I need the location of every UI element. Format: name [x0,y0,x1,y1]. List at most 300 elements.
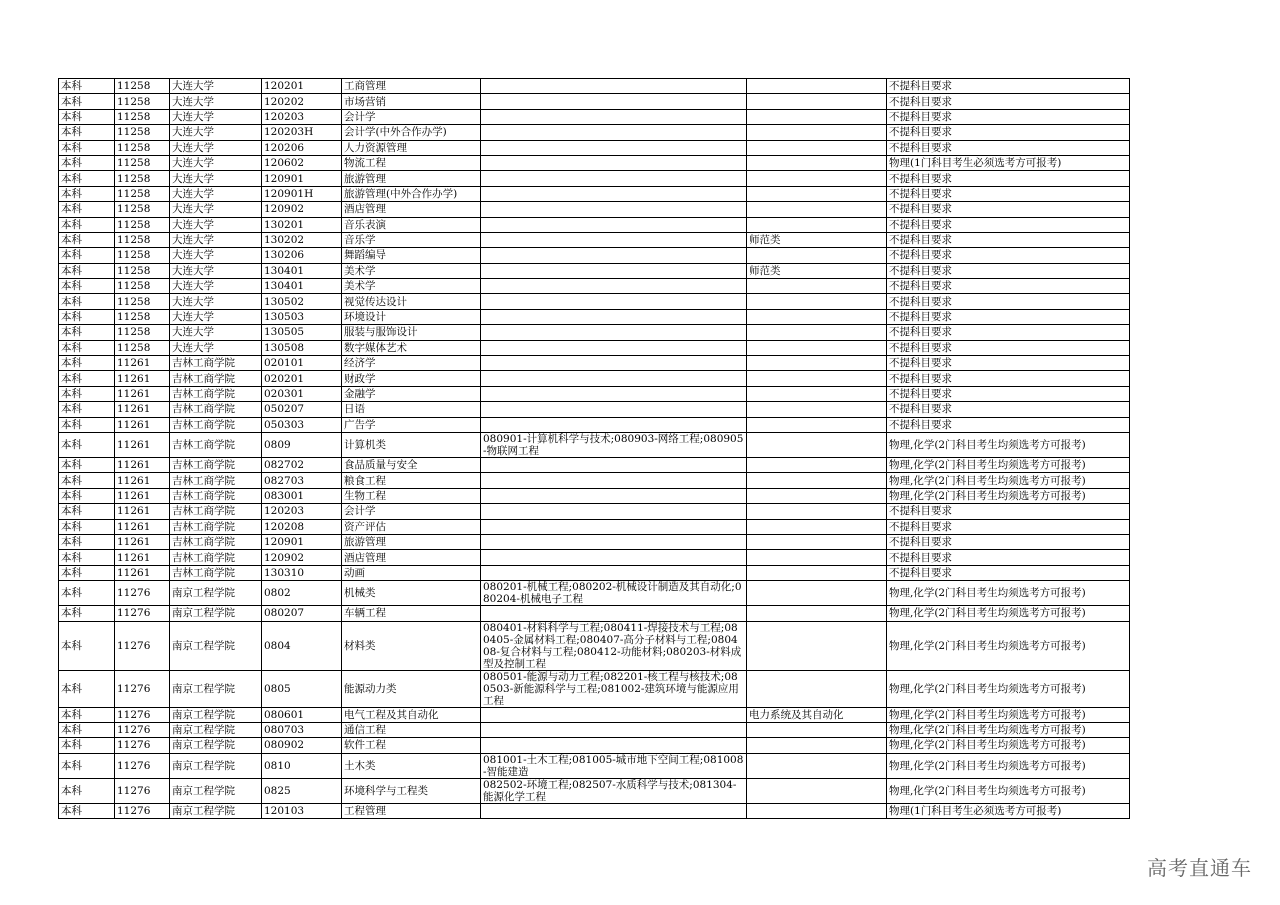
table-row [59,263,1130,278]
school-code-cell: 11261 [115,371,170,386]
subject-requirement-cell: 物理,化学(2门科目考生均须选考方可报考) [887,432,1130,457]
school-name-cell: 吉林工商学院 [170,432,262,457]
school-name-cell: 吉林工商学院 [170,565,262,580]
school-name-cell: 大连大学 [170,202,262,217]
school-name-cell: 吉林工商学院 [170,386,262,401]
school-code-cell: 11276 [115,738,170,753]
school-name-cell: 大连大学 [170,79,262,94]
included-majors-cell [481,155,747,170]
school-code-cell: 11258 [115,248,170,263]
school-code-cell: 11276 [115,707,170,722]
subject-requirement-cell: 不提科目要求 [887,140,1130,155]
major-name-cell: 动画 [342,565,481,580]
table-row [59,79,1130,94]
major-name-cell: 机械类 [342,581,481,606]
subject-requirement-cell: 不提科目要求 [887,94,1130,109]
subject-requirement-cell: 不提科目要求 [887,534,1130,549]
school-code-cell: 11258 [115,263,170,278]
subject-requirement-cell: 物理,化学(2门科目考生均须选考方可报考) [887,722,1130,737]
table-row [59,309,1130,324]
school-code-cell: 11258 [115,79,170,94]
school-name-cell: 南京工程学院 [170,707,262,722]
remark-cell [747,325,887,340]
remark-cell [747,778,887,803]
remark-cell [747,94,887,109]
included-majors-cell [481,140,747,155]
level-cell: 本科 [59,670,115,707]
major-code-cell: 080902 [262,738,342,753]
school-code-cell: 11276 [115,621,170,670]
remark-cell [747,202,887,217]
included-majors-cell [481,325,747,340]
major-name-cell: 市场营销 [342,94,481,109]
included-majors-cell: 080401-材料科学与工程;080411-焊接技术与工程;080405-金属材料工程;080407-高分子材料与工程;080408-复合材料与工程;080412-功能材料;080203-材料成型及控制工程 [481,621,747,670]
school-name-cell: 大连大学 [170,125,262,140]
major-code-cell: 120901 [262,534,342,549]
remark-cell [747,519,887,534]
remark-cell [747,565,887,580]
admission-table [58,78,1130,819]
school-name-cell: 大连大学 [170,94,262,109]
school-name-cell: 大连大学 [170,294,262,309]
included-majors-cell [481,504,747,519]
major-name-cell: 土木类 [342,753,481,778]
subject-requirement-cell: 不提科目要求 [887,386,1130,401]
major-name-cell: 广告学 [342,417,481,432]
major-code-cell: 120201 [262,79,342,94]
school-code-cell: 11258 [115,202,170,217]
table-row [59,457,1130,472]
major-name-cell: 电气工程及其自动化 [342,707,481,722]
included-majors-cell [481,340,747,355]
subject-requirement-cell: 物理,化学(2门科目考生均须选考方可报考) [887,621,1130,670]
major-code-cell: 0825 [262,778,342,803]
major-name-cell: 音乐学 [342,232,481,247]
major-name-cell: 生物工程 [342,488,481,503]
included-majors-cell [481,171,747,186]
level-cell: 本科 [59,606,115,621]
level-cell: 本科 [59,778,115,803]
remark-cell [747,738,887,753]
school-code-cell: 11261 [115,488,170,503]
major-code-cell: 120206 [262,140,342,155]
level-cell: 本科 [59,232,115,247]
remark-cell [747,753,887,778]
included-majors-cell [481,186,747,201]
remark-cell [747,294,887,309]
level-cell: 本科 [59,171,115,186]
level-cell: 本科 [59,371,115,386]
subject-requirement-cell: 不提科目要求 [887,356,1130,371]
major-code-cell: 120901 [262,171,342,186]
remark-cell [747,581,887,606]
remark-cell [747,279,887,294]
table-row [59,738,1130,753]
school-code-cell: 11258 [115,279,170,294]
table-row [59,94,1130,109]
remark-cell [747,79,887,94]
included-majors-cell [481,109,747,124]
subject-requirement-cell: 不提科目要求 [887,279,1130,294]
school-name-cell: 吉林工商学院 [170,356,262,371]
table-row [59,778,1130,803]
level-cell: 本科 [59,125,115,140]
included-majors-cell: 080901-计算机科学与技术;080903-网络工程;080905-物联网工程 [481,432,747,457]
table-row [59,186,1130,201]
included-majors-cell [481,386,747,401]
subject-requirement-cell: 不提科目要求 [887,263,1130,278]
table-row [59,402,1130,417]
table-row [59,707,1130,722]
remark-cell [747,386,887,401]
school-name-cell: 大连大学 [170,171,262,186]
remark-cell [747,803,887,818]
major-code-cell: 120103 [262,803,342,818]
remark-cell: 电力系统及其自动化 [747,707,887,722]
subject-requirement-cell: 不提科目要求 [887,125,1130,140]
included-majors-cell: 080501-能源与动力工程;082201-核工程与核技术;080503-新能源科学与工程;081002-建筑环境与能源应用工程 [481,670,747,707]
major-name-cell: 服装与服饰设计 [342,325,481,340]
table-row [59,417,1130,432]
major-name-cell: 工商管理 [342,79,481,94]
table-row [59,670,1130,707]
table-row [59,473,1130,488]
major-name-cell: 材料类 [342,621,481,670]
school-name-cell: 吉林工商学院 [170,473,262,488]
table-row [59,803,1130,818]
subject-requirement-cell: 物理,化学(2门科目考生均须选考方可报考) [887,707,1130,722]
major-code-cell: 0805 [262,670,342,707]
level-cell: 本科 [59,753,115,778]
level-cell: 本科 [59,294,115,309]
table-row [59,325,1130,340]
remark-cell [747,488,887,503]
major-code-cell: 120208 [262,519,342,534]
table-row [59,171,1130,186]
included-majors-cell [481,202,747,217]
subject-requirement-cell: 不提科目要求 [887,371,1130,386]
school-code-cell: 11276 [115,722,170,737]
major-code-cell: 050207 [262,402,342,417]
school-code-cell: 11258 [115,109,170,124]
table-row [59,504,1130,519]
school-code-cell: 11258 [115,294,170,309]
school-code-cell: 11261 [115,417,170,432]
major-code-cell: 120203H [262,125,342,140]
subject-requirement-cell: 不提科目要求 [887,79,1130,94]
subject-requirement-cell: 物理,化学(2门科目考生均须选考方可报考) [887,606,1130,621]
school-name-cell: 大连大学 [170,263,262,278]
included-majors-cell [481,519,747,534]
major-code-cell: 120203 [262,109,342,124]
school-code-cell: 11258 [115,309,170,324]
subject-requirement-cell: 不提科目要求 [887,402,1130,417]
school-code-cell: 11258 [115,340,170,355]
school-code-cell: 11258 [115,217,170,232]
major-code-cell: 020101 [262,356,342,371]
table-body [59,79,1130,819]
subject-requirement-cell: 物理(1门科目考生必须选考方可报考) [887,155,1130,170]
school-code-cell: 11261 [115,473,170,488]
included-majors-cell [481,309,747,324]
table-row [59,371,1130,386]
subject-requirement-cell: 物理,化学(2门科目考生均须选考方可报考) [887,670,1130,707]
included-majors-cell: 082502-环境工程;082507-水质科学与技术;081304-能源化学工程 [481,778,747,803]
included-majors-cell [481,534,747,549]
level-cell: 本科 [59,263,115,278]
remark-cell [747,217,887,232]
school-name-cell: 大连大学 [170,232,262,247]
major-name-cell: 旅游管理 [342,171,481,186]
school-name-cell: 吉林工商学院 [170,488,262,503]
included-majors-cell: 080201-机械工程;080202-机械设计制造及其自动化;080204-机械电子工程 [481,581,747,606]
table-row [59,606,1130,621]
included-majors-cell [481,722,747,737]
included-majors-cell: 081001-土木工程;081005-城市地下空间工程;081008-智能建造 [481,753,747,778]
included-majors-cell [481,565,747,580]
major-code-cell: 120602 [262,155,342,170]
remark-cell [747,417,887,432]
major-name-cell: 计算机类 [342,432,481,457]
table-row [59,356,1130,371]
table-row [59,621,1130,670]
remark-cell [747,186,887,201]
major-code-cell: 130206 [262,248,342,263]
school-code-cell: 11258 [115,140,170,155]
major-code-cell: 120902 [262,202,342,217]
included-majors-cell [481,294,747,309]
remark-cell [747,248,887,263]
major-code-cell: 080207 [262,606,342,621]
table-row [59,155,1130,170]
level-cell: 本科 [59,155,115,170]
level-cell: 本科 [59,140,115,155]
major-name-cell: 环境设计 [342,309,481,324]
school-code-cell: 11258 [115,171,170,186]
major-code-cell: 080703 [262,722,342,737]
major-code-cell: 0802 [262,581,342,606]
major-code-cell: 130502 [262,294,342,309]
remark-cell [747,109,887,124]
major-name-cell: 旅游管理(中外合作办学) [342,186,481,201]
school-name-cell: 吉林工商学院 [170,402,262,417]
subject-requirement-cell: 物理,化学(2门科目考生均须选考方可报考) [887,457,1130,472]
table-row [59,232,1130,247]
included-majors-cell [481,457,747,472]
subject-requirement-cell: 物理,化学(2门科目考生均须选考方可报考) [887,581,1130,606]
major-name-cell: 车辆工程 [342,606,481,621]
remark-cell [747,171,887,186]
table-row [59,581,1130,606]
subject-requirement-cell: 不提科目要求 [887,109,1130,124]
school-name-cell: 大连大学 [170,109,262,124]
major-name-cell: 经济学 [342,356,481,371]
school-code-cell: 11258 [115,125,170,140]
included-majors-cell [481,550,747,565]
table-row [59,279,1130,294]
table-row [59,294,1130,309]
school-code-cell: 11258 [115,155,170,170]
included-majors-cell [481,488,747,503]
level-cell: 本科 [59,565,115,580]
school-code-cell: 11261 [115,534,170,549]
included-majors-cell [481,232,747,247]
major-name-cell: 舞蹈编导 [342,248,481,263]
remark-cell: 师范类 [747,232,887,247]
included-majors-cell [481,94,747,109]
school-code-cell: 11258 [115,186,170,201]
remark-cell [747,340,887,355]
major-code-cell: 082702 [262,457,342,472]
level-cell: 本科 [59,309,115,324]
remark-cell [747,155,887,170]
level-cell: 本科 [59,550,115,565]
school-name-cell: 吉林工商学院 [170,550,262,565]
level-cell: 本科 [59,340,115,355]
major-code-cell: 130401 [262,279,342,294]
remark-cell: 师范类 [747,263,887,278]
included-majors-cell [481,263,747,278]
level-cell: 本科 [59,534,115,549]
subject-requirement-cell: 不提科目要求 [887,232,1130,247]
included-majors-cell [481,417,747,432]
level-cell: 本科 [59,621,115,670]
major-name-cell: 会计学 [342,504,481,519]
remark-cell [747,356,887,371]
school-name-cell: 吉林工商学院 [170,504,262,519]
major-code-cell: 020301 [262,386,342,401]
school-code-cell: 11261 [115,386,170,401]
remark-cell [747,670,887,707]
included-majors-cell [481,371,747,386]
school-name-cell: 南京工程学院 [170,606,262,621]
school-code-cell: 11261 [115,432,170,457]
subject-requirement-cell: 不提科目要求 [887,504,1130,519]
level-cell: 本科 [59,79,115,94]
major-code-cell: 050303 [262,417,342,432]
table-row [59,340,1130,355]
level-cell: 本科 [59,356,115,371]
school-name-cell: 吉林工商学院 [170,457,262,472]
major-name-cell: 人力资源管理 [342,140,481,155]
table-row [59,753,1130,778]
table-row [59,488,1130,503]
level-cell: 本科 [59,581,115,606]
included-majors-cell [481,402,747,417]
subject-requirement-cell: 不提科目要求 [887,550,1130,565]
major-code-cell: 130401 [262,263,342,278]
major-code-cell: 0810 [262,753,342,778]
table-row [59,109,1130,124]
remark-cell [747,621,887,670]
school-name-cell: 大连大学 [170,309,262,324]
level-cell: 本科 [59,488,115,503]
major-name-cell: 物流工程 [342,155,481,170]
remark-cell [747,504,887,519]
major-code-cell: 120901H [262,186,342,201]
major-name-cell: 软件工程 [342,738,481,753]
major-name-cell: 视觉传达设计 [342,294,481,309]
remark-cell [747,473,887,488]
school-name-cell: 南京工程学院 [170,670,262,707]
level-cell: 本科 [59,417,115,432]
subject-requirement-cell: 不提科目要求 [887,309,1130,324]
level-cell: 本科 [59,402,115,417]
major-code-cell: 082703 [262,473,342,488]
included-majors-cell [481,803,747,818]
table-row [59,432,1130,457]
remark-cell [747,550,887,565]
included-majors-cell [481,473,747,488]
school-code-cell: 11276 [115,803,170,818]
included-majors-cell [481,125,747,140]
major-name-cell: 工程管理 [342,803,481,818]
school-code-cell: 11258 [115,94,170,109]
subject-requirement-cell: 不提科目要求 [887,340,1130,355]
level-cell: 本科 [59,722,115,737]
school-code-cell: 11261 [115,565,170,580]
major-name-cell: 食品质量与安全 [342,457,481,472]
subject-requirement-cell: 不提科目要求 [887,565,1130,580]
included-majors-cell [481,248,747,263]
school-code-cell: 11261 [115,402,170,417]
major-code-cell: 130310 [262,565,342,580]
subject-requirement-cell: 物理,化学(2门科目考生均须选考方可报考) [887,753,1130,778]
subject-requirement-cell: 物理,化学(2门科目考生均须选考方可报考) [887,778,1130,803]
subject-requirement-cell: 物理(1门科目考生必须选考方可报考) [887,803,1130,818]
school-name-cell: 大连大学 [170,340,262,355]
level-cell: 本科 [59,109,115,124]
level-cell: 本科 [59,473,115,488]
school-name-cell: 大连大学 [170,325,262,340]
school-name-cell: 南京工程学院 [170,778,262,803]
subject-requirement-cell: 不提科目要求 [887,417,1130,432]
level-cell: 本科 [59,217,115,232]
major-name-cell: 美术学 [342,279,481,294]
major-code-cell: 120202 [262,94,342,109]
school-name-cell: 吉林工商学院 [170,371,262,386]
included-majors-cell [481,79,747,94]
level-cell: 本科 [59,386,115,401]
major-code-cell: 130202 [262,232,342,247]
school-name-cell: 南京工程学院 [170,722,262,737]
level-cell: 本科 [59,202,115,217]
remark-cell [747,722,887,737]
school-code-cell: 11261 [115,356,170,371]
major-code-cell: 120203 [262,504,342,519]
school-code-cell: 11276 [115,778,170,803]
table-row [59,550,1130,565]
included-majors-cell [481,707,747,722]
table-row [59,534,1130,549]
school-name-cell: 吉林工商学院 [170,534,262,549]
remark-cell [747,140,887,155]
school-code-cell: 11261 [115,504,170,519]
included-majors-cell [481,279,747,294]
remark-cell [747,457,887,472]
level-cell: 本科 [59,519,115,534]
included-majors-cell [481,217,747,232]
school-name-cell: 吉林工商学院 [170,519,262,534]
table-row [59,519,1130,534]
remark-cell [747,125,887,140]
major-code-cell: 083001 [262,488,342,503]
school-name-cell: 南京工程学院 [170,738,262,753]
school-name-cell: 南京工程学院 [170,621,262,670]
remark-cell [747,309,887,324]
level-cell: 本科 [59,94,115,109]
major-code-cell: 020201 [262,371,342,386]
